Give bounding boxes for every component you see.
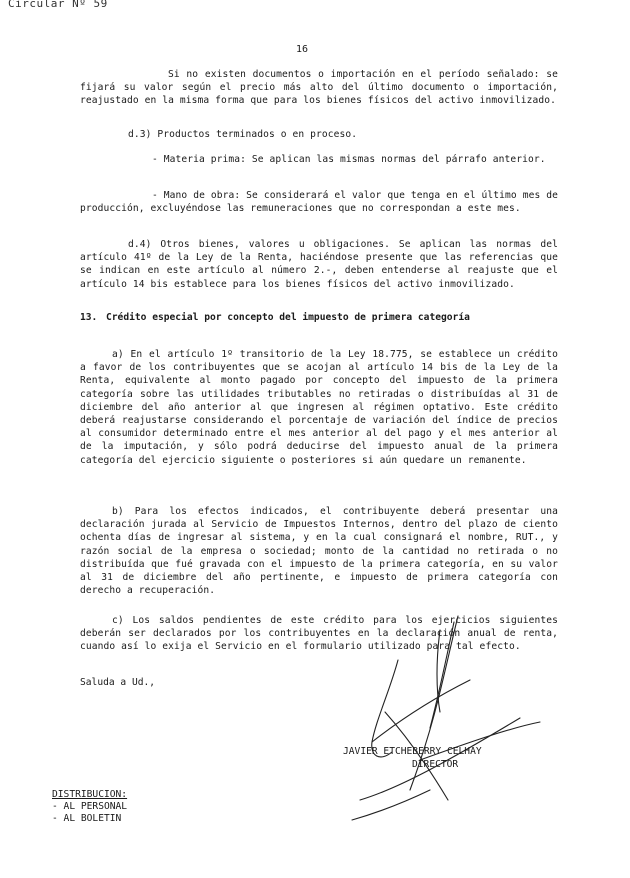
distribution-item: - AL PERSONAL [52,801,128,812]
distribution-item: - AL BOLETIN [52,813,122,824]
paragraph-raw-material: - Materia prima: Se aplican las mismas normas del párrafo anterior. [152,154,546,165]
paragraph-c-balances: c) Los saldos pendientes de este crédito para los ejercicios siguientes deberán ser declarados por los contribuyentes en la declaración anual de renta, cuando así lo exija el Servicio en el formulario utilizado para tal efecto. [80,615,558,653]
paragraph-b-declaration: b) Para los efectos indicados, el contribuyente deberá presentar una declaración jurada al Servicio de Impuestos Internos, dentro del plazo de ciento ochenta días de ingresar al sistema, y en la cual consignará el nombre, RUT., y razón social de la empresa o sociedad; monto de la cantidad no retirada o no distribuída que fué gravada con el impuesto de la primera categoría, en su valor al 31 de diciembre del año pertinente, e impuesto de primera categoría con derecho a recuperación. [80,506,558,597]
distribution-title: DISTRIBUCION: [52,789,128,800]
paragraph-d4-other-goods: d.4) Otros bienes, valores u obligaciones. Se aplican las normas del artículo 41º de la Ley de la Renta, haciéndose presente que las referencias que se indican en este artículo al número 2.-, deben entenderse al reajuste que el artículo 14 bis establece para los bienes físicos del activo inmovilizado. [80,239,558,290]
signatory-name: JAVIER ETCHEBERRY CELHAY [343,746,482,757]
paragraph-a-credit: a) En el artículo 1º transitorio de la Ley 18.775, se establece un crédito a favor de los contribuyentes que se acojan al artículo 14 bis de la Ley de la Renta, equivalente al monto pagado por concepto del impuesto de la primera categoría sobre las utilidades tributables no retiradas o distribuídas al 31 de diciembre del año anterior al que ingresen al régimen optativo. Este crédito deberá reajustarse considerando el porcentaje de variación del índice de precios al consumidor determinado entre el mes anterior al del pago y el mes anterior al de la imputación, y sólo podrá deducirse del impuesto anual de la primera categoría del ejercicio siguiente o posteriores si aún quedare un remanente. [80,349,558,466]
page-number: 16 [296,44,309,55]
signatory-title: DIRECTOR [412,759,459,770]
section-number: 13. [80,312,98,323]
circular-number: Circular Nº 59 [8,0,108,10]
closing-greeting: Saluda a Ud., [80,677,156,688]
section-title: Crédito especial por concepto del impuesto de primera categoría [106,312,470,323]
paragraph-d3-heading: d.3) Productos terminados o en proceso. [128,129,358,140]
paragraph-no-documents: Si no existen documentos o importación en el período señalado: se fijará su valor según el precio más alto del último documento o importación, reajustado en la misma forma que para los bienes físicos del activo inmovilizado. [80,69,558,107]
paragraph-labor: - Mano de obra: Se considerará el valor que tenga en el último mes de producción, excluyéndose las remuneraciones que no correspondan a este mes. [80,190,558,215]
